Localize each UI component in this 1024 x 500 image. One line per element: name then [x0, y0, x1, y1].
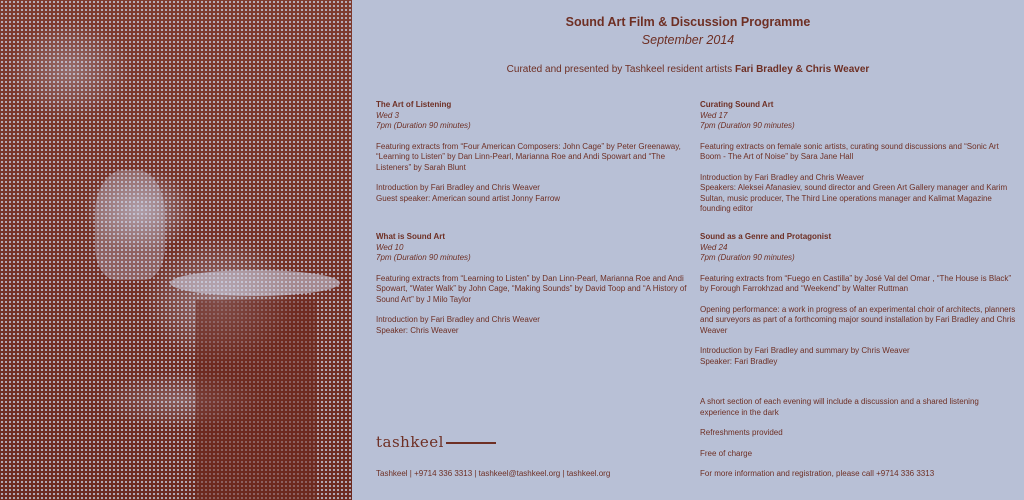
- tashkeel-logo: [376, 433, 496, 451]
- event-performance: Opening performance: a work in progress of an experimental choir of architects, planners and surveyors as part of a forthcoming major sound installation by Fari Bradley and Chris Weaver: [700, 304, 1016, 335]
- event-time: 7pm (Duration 90 minutes): [376, 253, 471, 262]
- event-description: Featuring extracts from “Fuego en Castilla” by José Val del Omar , “The House is Black” by Forough Farrokhzad and “Weekend” by Walter Ruttman: [700, 273, 1012, 293]
- event-speaker: Guest speaker: American sound artist Jonny Farrow: [376, 193, 561, 203]
- event-introduction: Introduction by Fari Bradley and Chris Weaver: [376, 315, 540, 324]
- event-title: Sound as a Genre and Protagonist: [700, 232, 832, 241]
- event-time: 7pm (Duration 90 minutes): [700, 253, 795, 262]
- programme-title: Sound Art Film & Discussion Programme: [565, 15, 811, 29]
- footer-contact-details: Tashkeel | +9714 336 3313 | tashkeel@tashkeel.org | tashkeel.org: [376, 469, 611, 478]
- event-date: Wed 24: [700, 242, 728, 252]
- event-date: Wed 10: [376, 242, 404, 252]
- event-what-is-sound-art: [376, 232, 696, 336]
- artist-1: Fari Bradley: [734, 64, 793, 75]
- event-introduction: Introduction by Fari Bradley and summary by Chris Weaver: [700, 346, 910, 355]
- event-speaker: Speaker: Chris Weaver: [376, 325, 459, 335]
- event-time: 7pm (Duration 90 minutes): [376, 121, 471, 130]
- event-introduction: Introduction by Fari Bradley and Chris Weaver: [700, 172, 864, 182]
- programme-notes: [700, 397, 1018, 469]
- logo-bar: [446, 442, 496, 444]
- curated-line: [352, 64, 1024, 75]
- curated-prefix: Curated and presented by Tashkeel resident artists: [506, 64, 733, 75]
- event-date: Wed 3: [376, 110, 399, 120]
- event-speakers: Speakers: Aleksei Afanasiev, sound director and Green Art Gallery manager and Karim Sultan, music producer, The Third Line operations manager and Kalimat Magazine founding editor: [700, 183, 1008, 213]
- programme-month: September 2014: [641, 33, 735, 47]
- photo-highlight: [170, 270, 340, 296]
- artist-2: Chris Weaver: [805, 64, 870, 75]
- artist-conj: &: [795, 64, 803, 75]
- halftone-photo: [0, 0, 352, 500]
- charge-note: Free of charge: [700, 448, 753, 458]
- photo-figure: [95, 170, 165, 280]
- event-date: Wed 17: [700, 110, 728, 120]
- photo-shadow: [196, 300, 316, 500]
- refreshments-note: Refreshments provided: [700, 428, 783, 437]
- event-speaker: Speaker: Fari Bradley: [700, 356, 778, 366]
- registration-info: For more information and registration, please call +9714 336 3313: [700, 469, 935, 478]
- event-title: What is Sound Art: [376, 232, 446, 241]
- event-description: Featuring extracts on female sonic artists, curating sound discussions and “Sonic Art Boom - The Art of Noise” by Sara Jane Hall: [700, 141, 999, 161]
- discussion-note: A short section of each evening will include a discussion and a shared listening experience in the dark: [700, 397, 979, 417]
- event-art-of-listening: [376, 100, 696, 204]
- event-title: The Art of Listening: [376, 100, 452, 109]
- event-title: Curating Sound Art: [700, 100, 774, 109]
- logo-text: tashkeel: [376, 433, 444, 451]
- event-time: 7pm (Duration 90 minutes): [700, 121, 795, 130]
- event-curating-sound-art: [700, 100, 1018, 215]
- event-introduction: Introduction by Fari Bradley and Chris Weaver: [376, 183, 540, 192]
- event-sound-as-genre: [700, 232, 1018, 367]
- event-description: Featuring extracts from “Learning to Listen” by Dan Linn-Pearl, Marianna Roe and Andi Spowart, “Water Walk” by John Cage, “Making Sounds” by David Toop and “A History of Sound Art” by J Milo Taylor: [376, 273, 687, 304]
- event-description: Featuring extracts from “Four American Composers: John Cage” by Peter Greenaway, “Learning to Listen” by Dan Linn-Pearl, Marianna Roe and Andi Spowart and “The Listeners” by Sarah Blunt: [376, 141, 681, 172]
